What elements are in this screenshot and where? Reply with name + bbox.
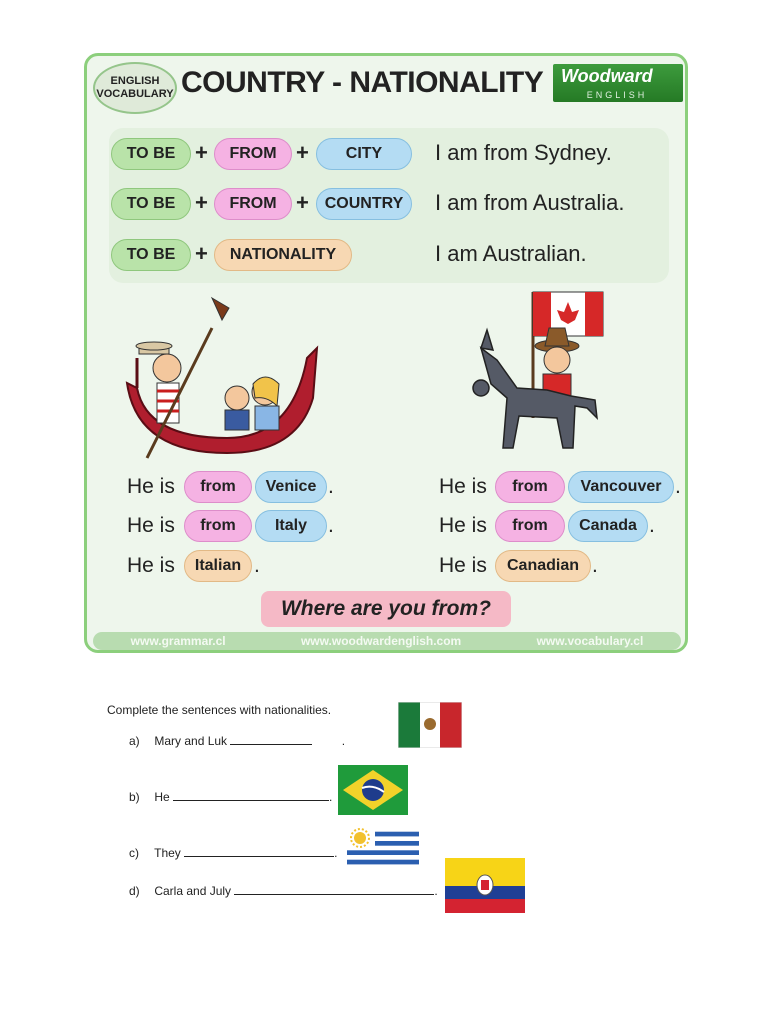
he-is-text: He is — [127, 475, 175, 498]
uruguay-flag-icon — [347, 827, 419, 869]
gondola-illustration — [117, 288, 327, 463]
pill-from: from — [495, 471, 565, 503]
period: . — [328, 475, 334, 498]
item-letter: c) — [129, 846, 139, 860]
answer-blank-b[interactable] — [173, 790, 329, 801]
footer-link-grammar[interactable]: www.grammar.cl — [130, 634, 226, 648]
brazil-flag-icon — [338, 765, 408, 815]
sentence-australian: I am Australian. — [435, 241, 587, 266]
item-letter: d) — [129, 884, 140, 898]
vocabulary-poster — [84, 53, 688, 653]
pill-italian: Italian — [184, 550, 252, 582]
item-prefix: Mary and Luk — [154, 734, 228, 748]
period: . — [592, 554, 598, 577]
answer-blank-a[interactable] — [230, 734, 312, 745]
exercise-instruction: Complete the sentences with nationalities. — [107, 703, 332, 717]
pill-to-be: TO BE — [111, 188, 191, 220]
exercise-item-b — [129, 790, 332, 804]
badge-line-2: VOCABULARY — [96, 88, 174, 100]
exercise-item-c — [129, 846, 338, 860]
canadian-mountie-illustration — [467, 288, 617, 463]
item-prefix: Carla and July — [154, 884, 232, 898]
pill-canadian: Canadian — [495, 550, 591, 582]
badge-line-1: ENGLISH — [110, 75, 160, 87]
pill-canada: Canada — [568, 510, 648, 542]
pill-from: FROM — [214, 138, 292, 170]
period: . — [328, 514, 334, 537]
pill-to-be: TO BE — [111, 138, 191, 170]
plus-sign: + — [195, 140, 208, 165]
item-suffix: . — [329, 790, 333, 804]
answer-blank-d[interactable] — [234, 884, 434, 895]
item-prefix: They — [154, 846, 181, 860]
he-is-text: He is — [439, 475, 487, 498]
exercise-item-d — [129, 884, 438, 898]
pill-from: from — [184, 471, 252, 503]
sentence-australia: I am from Australia. — [435, 190, 625, 215]
pill-italy: Italy — [255, 510, 327, 542]
period: . — [649, 514, 655, 537]
pill-nationality: NATIONALITY — [214, 239, 352, 271]
pill-from: from — [184, 510, 252, 542]
logo-text: Woodward — [561, 66, 653, 86]
answer-blank-c[interactable] — [184, 846, 334, 857]
where-are-you-from-banner: Where are you from? — [261, 591, 511, 627]
plus-sign: + — [296, 190, 309, 215]
footer-link-woodward[interactable]: www.woodwardenglish.com — [300, 634, 462, 648]
poster-title: COUNTRY - NATIONALITY — [181, 66, 544, 99]
pill-from: from — [495, 510, 565, 542]
item-suffix: . — [341, 734, 346, 748]
he-is-text: He is — [439, 514, 487, 537]
mexico-flag-icon — [398, 702, 462, 748]
footer-links-bar — [93, 632, 681, 650]
he-is-text: He is — [127, 554, 175, 577]
pill-country: COUNTRY — [316, 188, 412, 220]
item-letter: a) — [129, 734, 140, 748]
item-suffix: . — [334, 846, 338, 860]
pill-venice: Venice — [255, 471, 327, 503]
colombia-flag-icon — [445, 858, 525, 913]
exercise-item-a — [129, 734, 345, 748]
sentence-sydney: I am from Sydney. — [435, 140, 612, 165]
he-is-text: He is — [127, 514, 175, 537]
pill-city: CITY — [316, 138, 412, 170]
item-prefix: He — [154, 790, 170, 804]
footer-link-vocabulary[interactable]: www.vocabulary.cl — [536, 634, 644, 648]
pill-vancouver: Vancouver — [568, 471, 674, 503]
period: . — [675, 475, 681, 498]
logo-subtext: ENGLISH — [586, 90, 648, 100]
he-is-text: He is — [439, 554, 487, 577]
item-letter: b) — [129, 790, 140, 804]
plus-sign: + — [296, 140, 309, 165]
item-suffix: . — [434, 884, 438, 898]
period: . — [254, 554, 260, 577]
plus-sign: + — [195, 190, 208, 215]
english-vocabulary-badge — [93, 62, 177, 114]
pill-from: FROM — [214, 188, 292, 220]
plus-sign: + — [195, 241, 208, 266]
pill-to-be: TO BE — [111, 239, 191, 271]
